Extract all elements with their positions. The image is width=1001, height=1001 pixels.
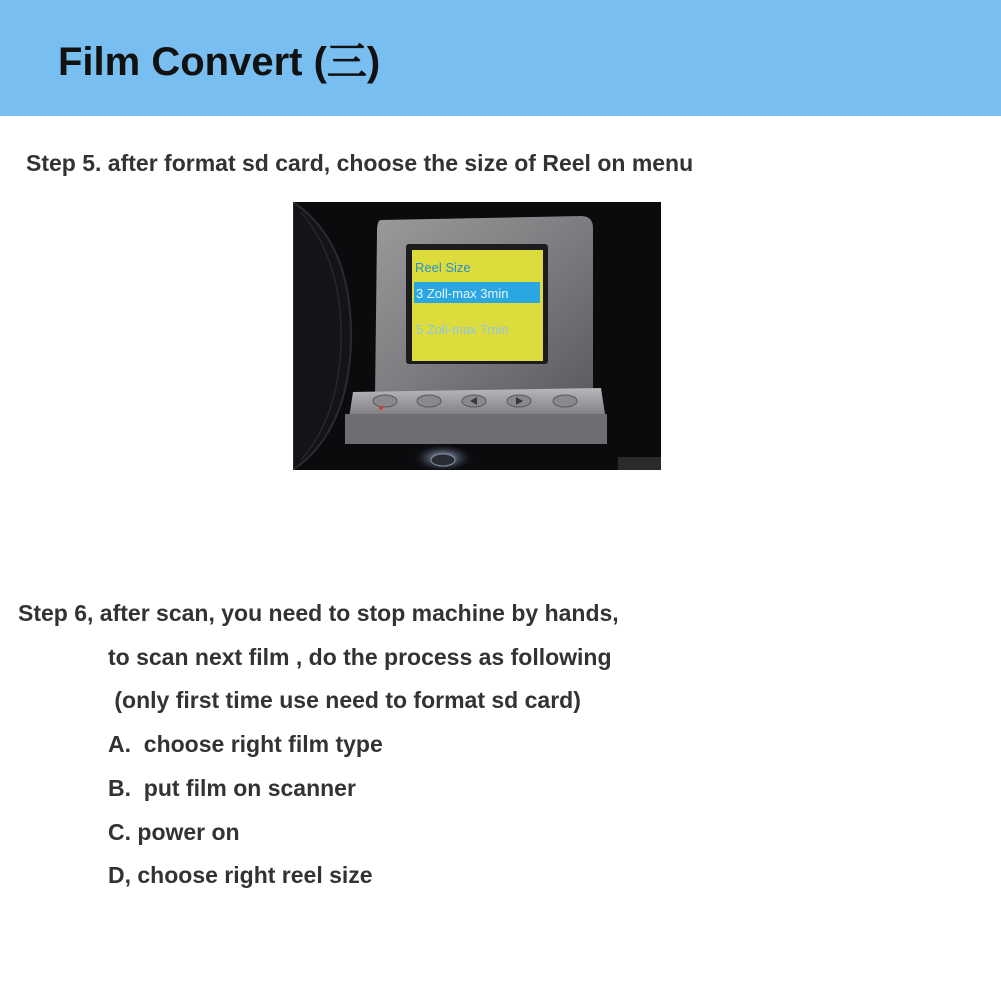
step-6-line-1: Step 6, after scan, you need to stop machine by hands, — [18, 600, 619, 626]
reel-size-menu-photo — [293, 202, 661, 470]
step-6-item-c: C. power on — [108, 819, 240, 845]
ok-button — [553, 395, 577, 407]
step-5-instruction: Step 5. after format sd card, choose the size of Reel on menu — [26, 150, 694, 176]
lcd-option-1: 3 Zoll-max 3min — [416, 286, 509, 301]
lcd-option-2: 5 Zoll-max 7min — [416, 322, 509, 337]
step-6-item-d: D, choose right reel size — [108, 862, 373, 888]
page-title: Film Convert (三) — [58, 40, 381, 84]
step-6-item-b: B. put film on scanner — [108, 775, 356, 801]
step-6-line-2: to scan next film , do the process as following — [108, 644, 612, 670]
step-6-line-3: (only first time use need to format sd card) — [108, 687, 581, 713]
menu-button — [417, 395, 441, 407]
lcd-heading: Reel Size — [415, 260, 471, 275]
power-icon — [373, 395, 397, 407]
step-6-item-a: A. choose right film type — [108, 731, 383, 757]
